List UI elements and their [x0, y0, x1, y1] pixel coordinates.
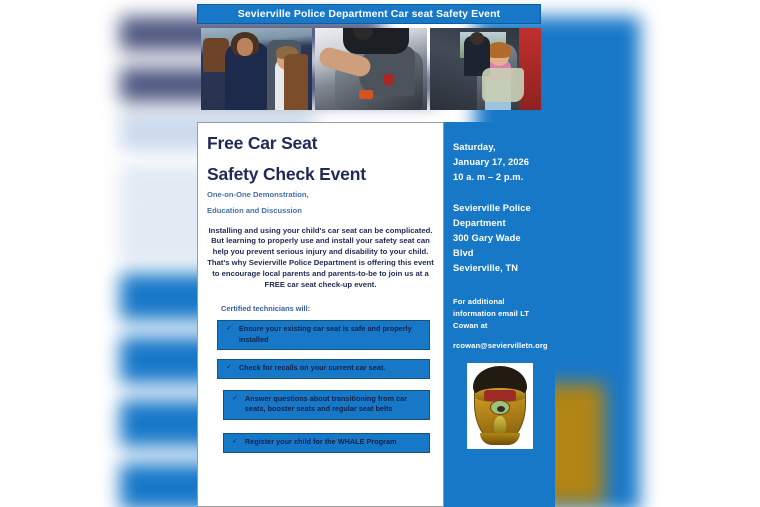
- headline-line-2: Safety Check Event: [207, 164, 366, 185]
- photo-technician-installing-car-seat: [315, 28, 426, 110]
- body-paragraph-1: Installing and using your child's car seat can be complicated. But learning to properly use and install your safety seat can help you prevent serious injury and disability to your child.: [208, 225, 433, 257]
- certified-technicians-label: Certified technicians will:: [221, 304, 311, 314]
- address-line-2: Blvd: [453, 248, 474, 259]
- contact-line-1: For additional: [453, 297, 505, 307]
- headline-line-1: Free Car Seat: [207, 133, 318, 153]
- event-date: January 17, 2026: [453, 157, 530, 168]
- org-name-line-1: Sevierville Police: [453, 203, 531, 214]
- contact-email: rcowan@seviervilletn.org: [453, 340, 548, 350]
- photo-mother-and-toddler-in-back-seat: [201, 28, 312, 110]
- flyer-title-bar: [197, 4, 541, 24]
- address-line-1: 300 Gary Wade: [453, 233, 521, 244]
- bullet-text: Answer questions about transitioning from car seats, booster seats and regular seat belts: [244, 393, 408, 414]
- address-line-3: Sevierville, TN: [453, 263, 519, 274]
- flyer-content-panel: [197, 122, 444, 507]
- badge-container: [467, 363, 533, 449]
- bullet-item: [217, 320, 430, 350]
- subtitle-line-1: One-on-One Demonstration,: [207, 189, 309, 199]
- org-name-line-2: Department: [453, 218, 506, 229]
- check-icon: ✓: [232, 438, 238, 446]
- bullet-item: [217, 359, 430, 379]
- check-icon: ✓: [226, 325, 232, 333]
- photo-strip: [201, 28, 541, 110]
- event-time: 10 a. m – 2 p.m.: [453, 172, 524, 183]
- bullet-text: Ensure your existing car seat is safe and properly installed: [238, 324, 412, 344]
- bullet-list: [207, 320, 434, 452]
- bullet-item: [223, 433, 430, 453]
- event-day: Saturday,: [453, 142, 496, 152]
- bullet-text: Check for recalls on your current car seat.: [238, 363, 386, 373]
- contact-line-3: Cowan at: [453, 320, 488, 330]
- flyer-details-sidebar: [444, 122, 555, 507]
- flyer-title-text: Sevierville Police Department Car seat Safety Event: [237, 8, 501, 20]
- body-paragraph-2: That's why Sevierville Police Department is offering this event to encourage local parents and parents-to-be to join us at a FREE car seat check-up event.: [207, 258, 434, 290]
- photo-officer-checking-child-car-seat: [430, 28, 541, 110]
- flyer-image: [195, 0, 573, 507]
- bullet-item: [223, 390, 430, 420]
- sevierville-police-badge-icon: [470, 366, 530, 446]
- subtitle-line-2: Education and Discussion: [207, 206, 302, 216]
- contact-line-2: information email LT: [453, 309, 530, 319]
- check-icon: ✓: [232, 394, 238, 402]
- check-icon: ✓: [226, 364, 232, 372]
- bullet-text: Register your child for the WHALE Program: [244, 437, 397, 447]
